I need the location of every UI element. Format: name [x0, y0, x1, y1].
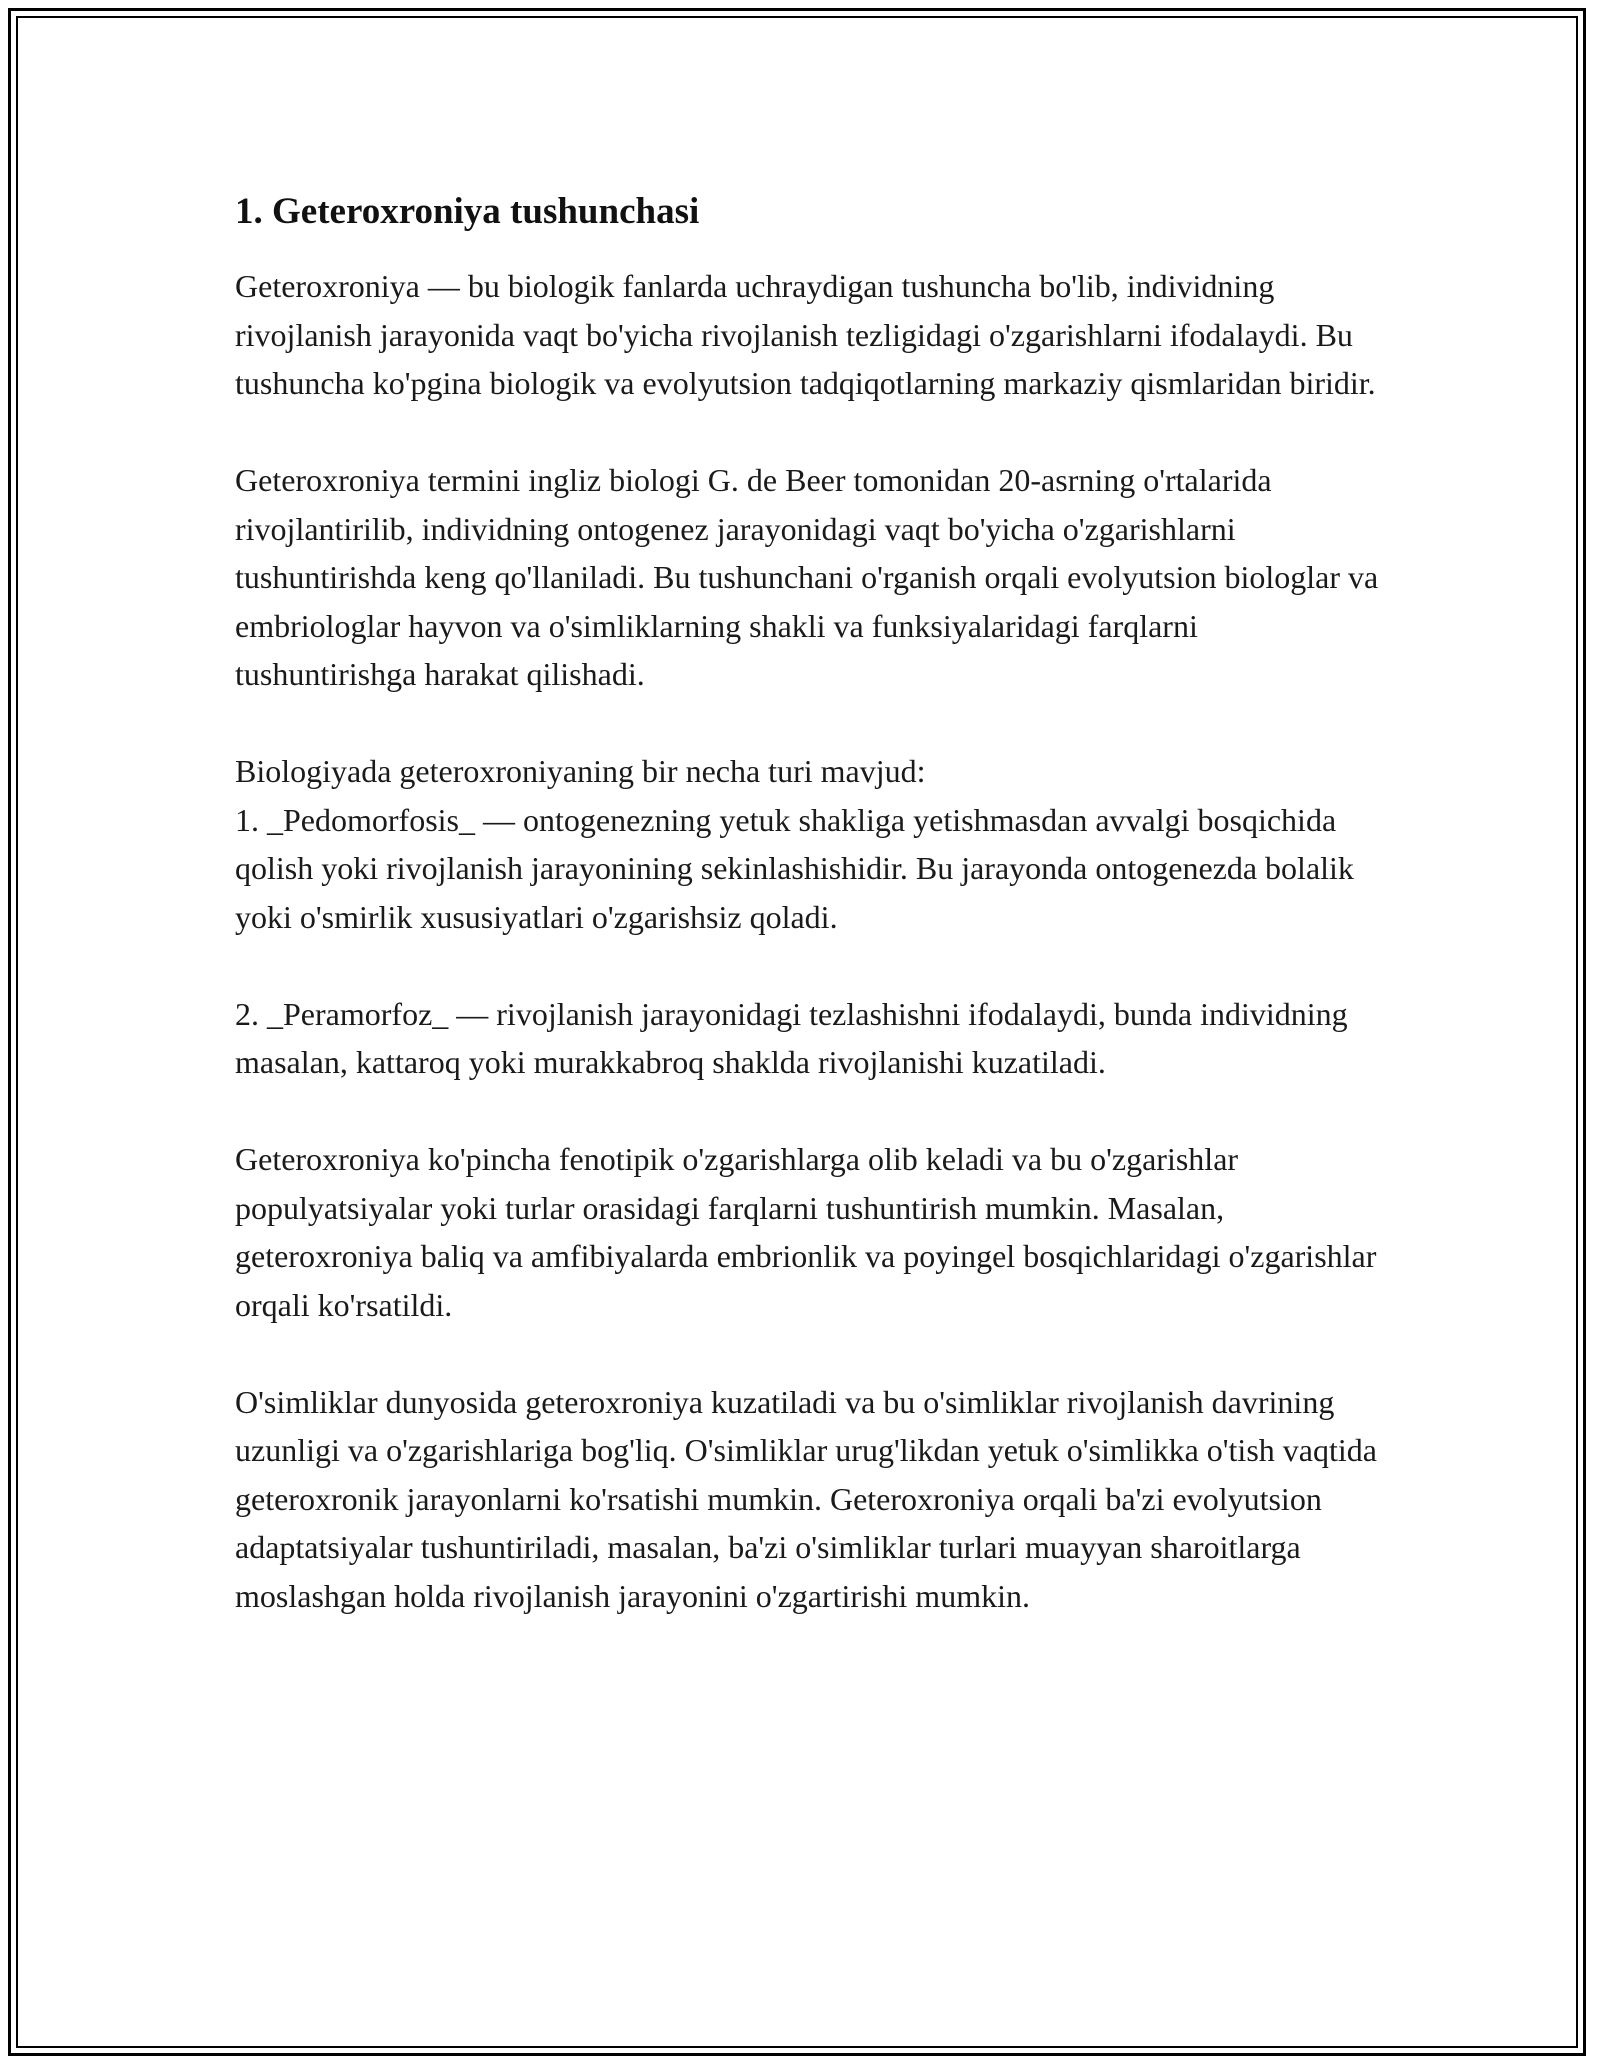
list-item-pedomorfosis: 1. _Pedomorfosis_ — ontogenezning yetuk shakliga yetishmasdan avvalgi bosqichida qolish yoki rivojlanish jarayonining sekinlashishidir. Bu jarayonda ontogenezda bolalik yoki o'smirlik xususiyatlari o'zgarishsiz qoladi. — [235, 801, 1354, 935]
document-body — [235, 188, 1385, 1669]
paragraph-phenotypic-changes: Geteroxroniya ko'pincha fenotipik o'zgarishlarga olib keladi va bu o'zgarishlar populyatsiyalar yoki turlar orasidagi farqlarni tushuntirish mumkin. Masalan, geteroxroniya baliq va amfibiyalarda embrionlik va poyingel bosqichlaridagi o'zgarishlar orqali ko'rsatildi. — [235, 1141, 1377, 1323]
list-item-peramorfoz: 2. _Peramorfoz_ — rivojlanish jarayonidagi tezlashishni ifodalaydi, bunda individning masalan, kattaroq yoki murakkabroq shaklda rivojlanishi kuzatiladi. — [235, 995, 1348, 1081]
paragraph-types-intro: Biologiyada geteroxroniyaning bir necha turi mavjud: — [235, 753, 926, 790]
section-heading: 1. Geteroxroniya tushunchasi — [235, 191, 700, 232]
paragraph-definition: Geteroxroniya — bu biologik fanlarda uchraydigan tushuncha bo'lib, individning rivojlanish jarayonida vaqt bo'yicha rivojlanish tezligidagi o'zgarishlarni ifodalaydi. Bu tushuncha ko'pgina biologik va evolyutsion tadqiqotlarning markaziy qismlaridan biridir. — [235, 268, 1376, 402]
paragraph-history: Geteroxroniya termini ingliz biologi G. de Beer tomonidan 20-asrning o'rtalarida rivojlantirilib, individning ontogenez jarayonidagi vaqt bo'yicha o'zgarishlarni tushuntirishda keng qo'llaniladi. Bu tushunchani o'rganish orqali evolyutsion biologlar va embriologlar hayvon va o'simliklarning shakli va funksiyalaridagi farqlarni tushuntirishga harakat qilishadi. — [235, 462, 1379, 693]
paragraph-plants: O'simliklar dunyosida geteroxroniya kuzatiladi va bu o'simliklar rivojlanish davrining uzunligi va o'zgarishlariga bog'liq. O'simliklar urug'likdan yetuk o'simlikka o'tish vaqtida geteroxronik jarayonlarni ko'rsatishi mumkin. Geteroxroniya orqali ba'zi evolyutsion adaptatsiyalar tushuntiriladi, masalan, ba'zi o'simliklar turlari muayyan sharoitlarga moslashgan holda rivojlanish jarayonini o'zgartirishi mumkin. — [235, 1383, 1377, 1614]
